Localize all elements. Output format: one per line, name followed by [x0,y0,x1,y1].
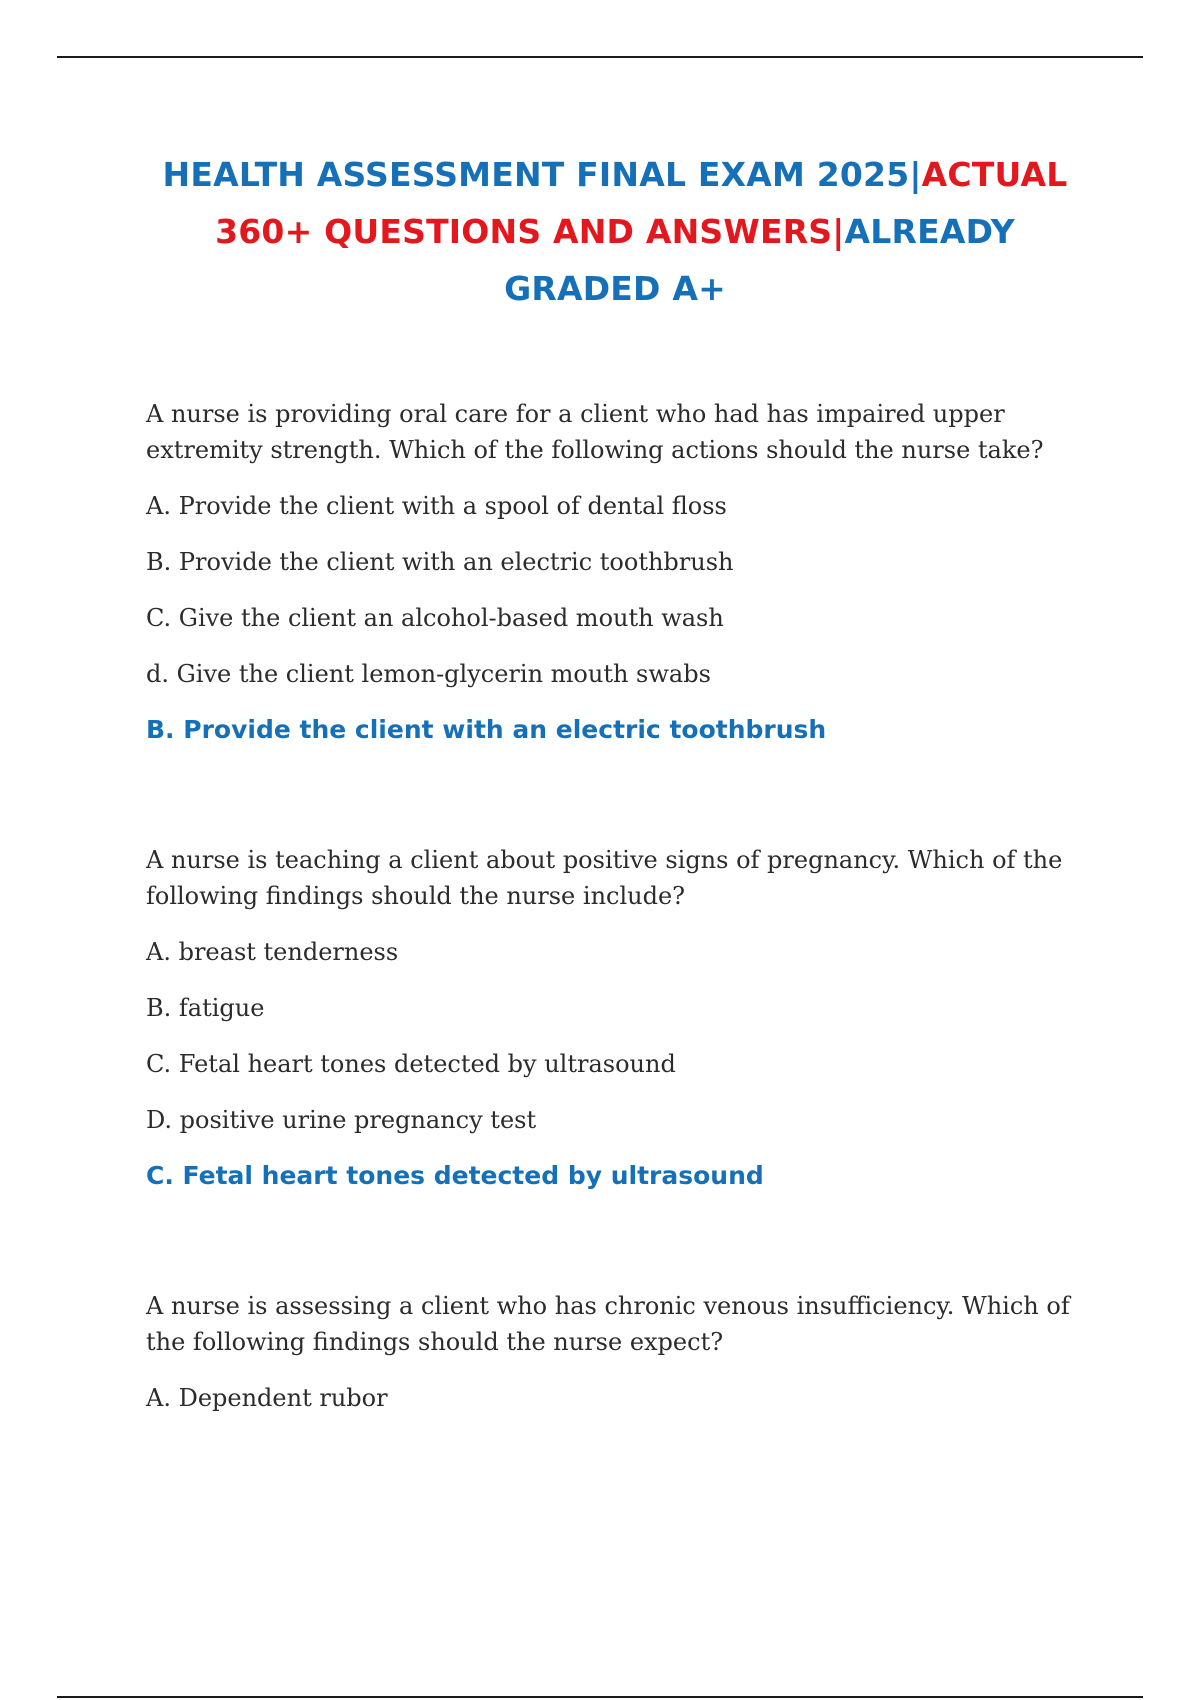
answer-option: D. positive urine pregnancy test [146,1106,537,1134]
question-text: A nurse is providing oral care for a client who had has impaired upper extremity strength. Which of the following actions should the nurse take? [146,400,1044,464]
answer-option: C. Fetal heart tones detected by ultrasound [146,1050,676,1078]
question-block [146,1288,1086,1416]
top-rule [57,56,1143,58]
answer-option: B. fatigue [146,994,265,1022]
answer-option: A. Dependent rubor [146,1384,388,1412]
correct-answer: B. Provide the client with an electric toothbrush [146,715,827,744]
question-text: A nurse is teaching a client about positive signs of pregnancy. Which of the following findings should the nurse include? [146,846,1063,910]
answer-option: d. Give the client lemon-glycerin mouth swabs [146,660,711,688]
title-part: HEALTH ASSESSMENT FINAL EXAM 2025| [162,155,922,194]
question-block [146,842,1086,1194]
title-part: ALREADY [844,212,1015,251]
question-text: A nurse is assessing a client who has chronic venous insufficiency. Which of the following findings should the nurse expect? [146,1292,1070,1356]
question-list [146,396,1086,1436]
title-part: ACTUAL [921,155,1068,194]
answer-option: B. Provide the client with an electric toothbrush [146,548,734,576]
title-part: 360+ QUESTIONS AND ANSWERS| [215,212,845,251]
question-block [146,396,1086,748]
correct-answer: C. Fetal heart tones detected by ultrasound [146,1161,764,1190]
title-part: GRADED A+ [504,269,726,308]
document-title [120,146,1110,317]
answer-option: C. Give the client an alcohol-based mouth wash [146,604,724,632]
answer-option: A. breast tenderness [146,938,399,966]
answer-option: A. Provide the client with a spool of dental floss [146,492,727,520]
bottom-rule [57,1696,1143,1698]
